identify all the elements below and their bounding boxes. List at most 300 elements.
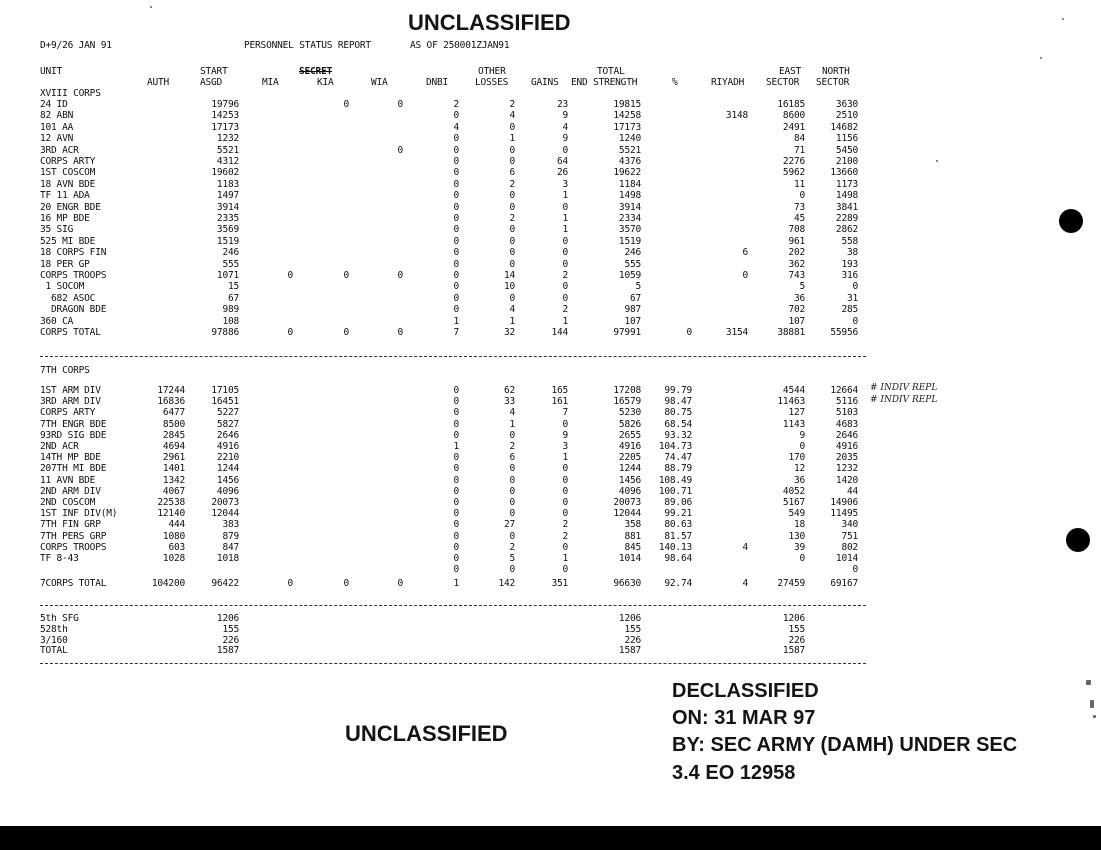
cell-unit: 1 SOCOM	[40, 281, 85, 293]
cell-east: 1143	[782, 418, 805, 430]
cell-gains: 0	[562, 281, 568, 293]
cell-gains: 161	[551, 396, 568, 408]
cell-gains: 144	[551, 327, 568, 338]
cell-dnbi: 0	[453, 530, 459, 542]
cell-unit: TOTAL	[40, 645, 68, 657]
cell-north: 1420	[835, 474, 858, 486]
crossed-marking: SECRET	[299, 66, 333, 77]
cell-dnbi: 0	[453, 167, 459, 179]
cell-gains: 165	[551, 385, 568, 396]
cell-gains: 9	[562, 110, 568, 122]
table-row	[40, 452, 870, 464]
cell-north: 193	[841, 258, 858, 270]
cell-auth: 1342	[162, 474, 185, 486]
cell-dnbi: 0	[453, 281, 459, 293]
cell-end: 155	[624, 623, 641, 635]
cell-dnbi: 0	[453, 553, 459, 564]
cell-north: 2100	[835, 156, 858, 167]
cell-dnbi: 0	[453, 235, 459, 247]
cell-other: 0	[509, 190, 515, 202]
cell-east: 362	[788, 258, 805, 270]
table-row	[40, 122, 870, 134]
col-riyadh: RIYADH	[711, 77, 745, 88]
cell-dnbi: 0	[453, 270, 459, 281]
cell-riyadh: 6	[742, 247, 748, 259]
cell-gains: 1	[562, 213, 568, 224]
cell-unit: 1ST INF DIV(M)	[40, 508, 118, 520]
cell-east: 0	[799, 553, 805, 564]
cell-auth: 603	[168, 541, 185, 553]
cell-gains: 0	[562, 235, 568, 247]
table-row	[40, 463, 870, 475]
col-start-1: START	[200, 66, 228, 77]
cell-other: 0	[509, 156, 515, 167]
cell-north: 0	[852, 315, 858, 327]
cell-unit: 3RD ARM DIV	[40, 396, 101, 408]
cell-north: 55956	[830, 327, 858, 338]
table-row	[40, 316, 870, 328]
cell-east: 18	[793, 519, 805, 531]
declass-line-2: ON: 31 MAR 97	[672, 707, 816, 729]
cell-unit: 2ND COSCOM	[40, 497, 96, 508]
cell-gains: 1	[562, 553, 568, 564]
table-row	[40, 270, 870, 282]
cell-auth: 22538	[157, 497, 185, 508]
cell-end: 1206	[618, 613, 641, 624]
table-row	[40, 236, 870, 248]
cell-unit: 18 PER GP	[40, 258, 90, 270]
cell-east: 226	[788, 634, 805, 646]
table-row	[40, 167, 870, 179]
table-row	[40, 508, 870, 520]
cell-start: 4312	[216, 156, 239, 167]
section-title-xviii: XVIII CORPS	[40, 88, 101, 99]
cell-dnbi: 0	[453, 133, 459, 145]
cell-other: 0	[509, 121, 515, 133]
cell-auth: 1028	[162, 553, 185, 564]
cell-east: 155	[788, 623, 805, 635]
cell-other: 32	[503, 327, 515, 338]
cell-unit: 207TH MI BDE	[40, 463, 107, 475]
scan-speck	[1090, 700, 1094, 708]
cell-end: 19815	[613, 99, 641, 110]
cell-east: 36	[793, 292, 805, 304]
cell-unit: 101 AA	[40, 121, 74, 133]
cell-dnbi: 0	[453, 144, 459, 156]
cell-north: 5103	[835, 407, 858, 419]
cell-end: 2655	[618, 429, 641, 441]
cell-unit: 11 AVN BDE	[40, 474, 96, 486]
cell-gains: 7	[562, 407, 568, 419]
col-pct: %	[672, 77, 678, 88]
cell-unit: 82 ABN	[40, 110, 74, 122]
cell-other: 1	[509, 133, 515, 145]
cell-unit: CORPS ARTY	[40, 407, 96, 419]
cell-gains: 2	[562, 304, 568, 316]
cell-north: 69167	[830, 578, 858, 589]
cell-east: 5	[799, 281, 805, 293]
cell-start: 14253	[211, 110, 239, 122]
cell-end: 4916	[618, 441, 641, 452]
cell-end: 17208	[613, 385, 641, 396]
scan-speck	[1062, 18, 1064, 20]
cell-pct: 80.75	[664, 407, 692, 419]
cell-other: 62	[503, 385, 515, 396]
table-row	[40, 430, 870, 442]
section-divider	[40, 663, 866, 664]
cell-east: 0	[799, 441, 805, 452]
handwritten-note: # INDIV REPL	[870, 383, 938, 393]
cell-pct: 0	[686, 327, 692, 338]
cell-north: 38	[846, 247, 858, 259]
cell-other: 1	[509, 315, 515, 327]
cell-other: 2	[509, 441, 515, 452]
cell-pct: 89.06	[664, 497, 692, 508]
cell-gains: 0	[562, 541, 568, 553]
declass-line-4: 3.4 EO 12958	[672, 762, 796, 784]
cell-north: 3841	[835, 201, 858, 213]
table-row	[40, 486, 870, 498]
cell-north: 44	[846, 485, 858, 497]
cell-start: 4916	[216, 441, 239, 452]
col-other-1: OTHER	[478, 66, 506, 77]
cell-east: 127	[788, 407, 805, 419]
punch-hole	[1066, 528, 1090, 552]
cell-unit: 18 AVN BDE	[40, 178, 96, 190]
cell-unit: 35 SIG	[40, 224, 74, 236]
cell-start: 19796	[211, 99, 239, 110]
table-row	[40, 635, 870, 647]
cell-north: 0	[852, 564, 858, 576]
cell-end: 14258	[613, 110, 641, 122]
cell-gains: 0	[562, 508, 568, 520]
cell-east: 5962	[782, 167, 805, 179]
cell-unit: 3RD ACR	[40, 144, 79, 156]
cell-other: 4	[509, 304, 515, 316]
cell-north: 1232	[835, 463, 858, 475]
cell-north: 316	[841, 270, 858, 281]
cell-start: 108	[222, 315, 239, 327]
cell-pct: 80.63	[664, 519, 692, 531]
cell-east: 1587	[782, 645, 805, 657]
table-row	[40, 110, 870, 122]
cell-pct: 81.57	[664, 530, 692, 542]
cell-east: 71	[793, 144, 805, 156]
cell-unit: 2ND ACR	[40, 441, 79, 452]
cell-end: 1456	[618, 474, 641, 486]
col-east-1: EAST	[779, 66, 802, 77]
cell-north: 285	[841, 304, 858, 316]
cell-pct: 100.71	[658, 485, 692, 497]
cell-end: 1184	[618, 178, 641, 190]
cell-east: 38881	[777, 327, 805, 338]
scan-speck	[1093, 715, 1096, 718]
table-row	[40, 407, 870, 419]
cell-other: 142	[498, 578, 515, 589]
cell-unit: 7CORPS TOTAL	[40, 578, 107, 589]
table-row	[40, 304, 870, 316]
col-kia: KIA	[317, 77, 334, 88]
cell-other: 27	[503, 519, 515, 531]
cell-dnbi: 0	[453, 429, 459, 441]
cell-pct: 92.74	[664, 578, 692, 589]
cell-pct: 74.47	[664, 452, 692, 464]
cell-east: 708	[788, 224, 805, 236]
table-row	[40, 542, 870, 554]
cell-other: 0	[509, 258, 515, 270]
cell-unit: 12 AVN	[40, 133, 74, 145]
cell-start: 1244	[216, 463, 239, 475]
cell-pct: 99.21	[664, 508, 692, 520]
cell-unit: 14TH MP BDE	[40, 452, 101, 464]
cell-start: 5827	[216, 418, 239, 430]
cell-unit: 24 ID	[40, 99, 68, 110]
cell-kia: 0	[343, 99, 349, 110]
cell-other: 2	[509, 541, 515, 553]
cell-north: 13660	[830, 167, 858, 179]
classification-top: UNCLASSIFIED	[408, 10, 571, 35]
table-row	[40, 475, 870, 487]
classification-bottom: UNCLASSIFIED	[345, 721, 508, 746]
table-row	[40, 202, 870, 214]
cell-other: 6	[509, 167, 515, 179]
cell-auth: 17244	[157, 385, 185, 396]
cell-north: 0	[852, 281, 858, 293]
cell-pct: 93.32	[664, 429, 692, 441]
cell-dnbi: 0	[453, 110, 459, 122]
table-row	[40, 179, 870, 191]
col-north-1: NORTH	[822, 66, 850, 77]
cell-east: 130	[788, 530, 805, 542]
cell-dnbi: 0	[453, 396, 459, 408]
cell-east: 702	[788, 304, 805, 316]
cell-dnbi: 1	[453, 441, 459, 452]
cell-start: 5227	[216, 407, 239, 419]
cell-riyadh: 3148	[725, 110, 748, 122]
cell-gains: 0	[562, 292, 568, 304]
cell-start: 3914	[216, 201, 239, 213]
cell-start: 1018	[216, 553, 239, 564]
table-row	[40, 519, 870, 531]
table-row	[40, 281, 870, 293]
punch-hole	[1059, 209, 1083, 233]
cell-start: 1232	[216, 133, 239, 145]
cell-start: 17173	[211, 121, 239, 133]
col-wia: WIA	[371, 77, 388, 88]
cell-start: 3569	[216, 224, 239, 236]
cell-north: 1173	[835, 178, 858, 190]
cell-east: 16185	[777, 99, 805, 110]
cell-east: 1206	[782, 613, 805, 624]
report-title: PERSONNEL STATUS REPORT	[244, 40, 371, 51]
cell-other: 0	[509, 235, 515, 247]
cell-north: 11495	[830, 508, 858, 520]
cell-other: 0	[509, 508, 515, 520]
cell-north: 5116	[835, 396, 858, 408]
cell-unit: CORPS TROOPS	[40, 270, 107, 281]
declass-line-1: DECLASSIFIED	[672, 680, 819, 702]
cell-start: 1071	[216, 270, 239, 281]
cell-pct: 140.13	[658, 541, 692, 553]
cell-north: 340	[841, 519, 858, 531]
cell-north: 2646	[835, 429, 858, 441]
as-of-time: AS OF 250001ZJAN91	[410, 40, 510, 51]
cell-wia: 0	[397, 270, 403, 281]
col-dnbi: DNBI	[426, 77, 449, 88]
cell-unit: 528th	[40, 623, 68, 635]
cell-north: 12664	[830, 385, 858, 396]
cell-kia: 0	[343, 270, 349, 281]
table-row	[40, 293, 870, 305]
cell-end: 845	[624, 541, 641, 553]
cell-start: 5521	[216, 144, 239, 156]
cell-east: 39	[793, 541, 805, 553]
table-row	[40, 259, 870, 271]
cell-unit: 7TH PERS GRP	[40, 530, 107, 542]
col-auth: AUTH	[147, 77, 170, 88]
scan-speck	[150, 6, 152, 8]
cell-end: 555	[624, 258, 641, 270]
cell-end: 1498	[618, 190, 641, 202]
cell-end: 358	[624, 519, 641, 531]
col-east-2: SECTOR	[766, 77, 800, 88]
cell-east: 73	[793, 201, 805, 213]
cell-pct: 108.49	[658, 474, 692, 486]
cell-riyadh: 4	[742, 541, 748, 553]
cell-north: 4916	[835, 441, 858, 452]
cell-gains: 1	[562, 452, 568, 464]
cell-end: 17173	[613, 121, 641, 133]
cell-other: 2	[509, 178, 515, 190]
cell-east: 12	[793, 463, 805, 475]
cell-start: 67	[227, 292, 239, 304]
cell-start: 16451	[211, 396, 239, 408]
section-divider	[40, 605, 866, 606]
cell-end: 16579	[613, 396, 641, 408]
cell-gains: 0	[562, 564, 568, 576]
cell-gains: 0	[562, 418, 568, 430]
cell-start: 847	[222, 541, 239, 553]
cell-north: 1156	[835, 133, 858, 145]
cell-other: 2	[509, 213, 515, 224]
cell-east: 170	[788, 452, 805, 464]
col-mia: MIA	[262, 77, 279, 88]
cell-dnbi: 0	[453, 178, 459, 190]
cell-other: 0	[509, 201, 515, 213]
table-row	[40, 133, 870, 145]
cell-pct: 104.73	[658, 441, 692, 452]
cell-other: 4	[509, 110, 515, 122]
cell-start: 15	[227, 281, 239, 293]
cell-start: 1497	[216, 190, 239, 202]
cell-other: 0	[509, 485, 515, 497]
cell-start: 226	[222, 634, 239, 646]
table-row	[40, 396, 870, 408]
cell-kia: 0	[343, 578, 349, 589]
cell-east: 2276	[782, 156, 805, 167]
cell-end: 987	[624, 304, 641, 316]
cell-gains: 0	[562, 144, 568, 156]
cell-unit: 5th SFG	[40, 613, 79, 624]
cell-unit: CORPS ARTY	[40, 156, 96, 167]
cell-auth: 16836	[157, 396, 185, 408]
cell-unit: 16 MP BDE	[40, 213, 90, 224]
table-row	[40, 419, 870, 431]
cell-start: 246	[222, 247, 239, 259]
cell-gains: 1	[562, 224, 568, 236]
cell-auth: 8500	[162, 418, 185, 430]
cell-east: 0	[799, 190, 805, 202]
cell-other: 0	[509, 530, 515, 542]
cell-end: 1059	[618, 270, 641, 281]
cell-end: 1014	[618, 553, 641, 564]
cell-end: 1587	[618, 645, 641, 657]
cell-east: 36	[793, 474, 805, 486]
cell-other: 0	[509, 247, 515, 259]
cell-auth: 2845	[162, 429, 185, 441]
cell-north: 2862	[835, 224, 858, 236]
cell-start: 20073	[211, 497, 239, 508]
cell-dnbi: 1	[453, 578, 459, 589]
cell-other: 0	[509, 429, 515, 441]
cell-auth: 2961	[162, 452, 185, 464]
cell-end: 1519	[618, 235, 641, 247]
col-end-1: TOTAL	[597, 66, 625, 77]
cell-other: 0	[509, 144, 515, 156]
col-gains: GAINS	[531, 77, 559, 88]
col-north-2: SECTOR	[816, 77, 850, 88]
cell-end: 5	[635, 281, 641, 293]
cell-start: 1456	[216, 474, 239, 486]
cell-gains: 64	[556, 156, 568, 167]
table-row	[40, 553, 870, 565]
cell-start: 17105	[211, 385, 239, 396]
cell-unit: 360 CA	[40, 315, 74, 327]
cell-other: 6	[509, 452, 515, 464]
cell-gains: 9	[562, 133, 568, 145]
cell-dnbi: 0	[453, 201, 459, 213]
cell-auth: 104200	[151, 578, 185, 589]
cell-end: 3570	[618, 224, 641, 236]
cell-unit: CORPS TROOPS	[40, 541, 107, 553]
cell-other: 0	[509, 224, 515, 236]
cell-start: 97886	[211, 327, 239, 338]
table-row	[40, 145, 870, 157]
total-row	[40, 578, 870, 590]
date-code: D+9/26 JAN 91	[40, 40, 112, 51]
cell-east: 549	[788, 508, 805, 520]
cell-unit: TF 11 ADA	[40, 190, 90, 202]
cell-east: 4052	[782, 485, 805, 497]
cell-east: 2491	[782, 121, 805, 133]
cell-other: 33	[503, 396, 515, 408]
cell-mia: 0	[287, 270, 293, 281]
cell-wia: 0	[397, 578, 403, 589]
cell-end: 226	[624, 634, 641, 646]
table-row	[40, 613, 870, 625]
cell-unit: 20 ENGR BDE	[40, 201, 101, 213]
cell-auth: 4067	[162, 485, 185, 497]
cell-dnbi: 0	[453, 190, 459, 202]
cell-dnbi: 1	[453, 315, 459, 327]
cell-end: 1244	[618, 463, 641, 475]
cell-north: 4683	[835, 418, 858, 430]
col-start-2: ASGD	[200, 77, 223, 88]
cell-auth: 1080	[162, 530, 185, 542]
cell-dnbi: 0	[453, 564, 459, 576]
cell-gains: 1	[562, 190, 568, 202]
cell-other: 10	[503, 281, 515, 293]
